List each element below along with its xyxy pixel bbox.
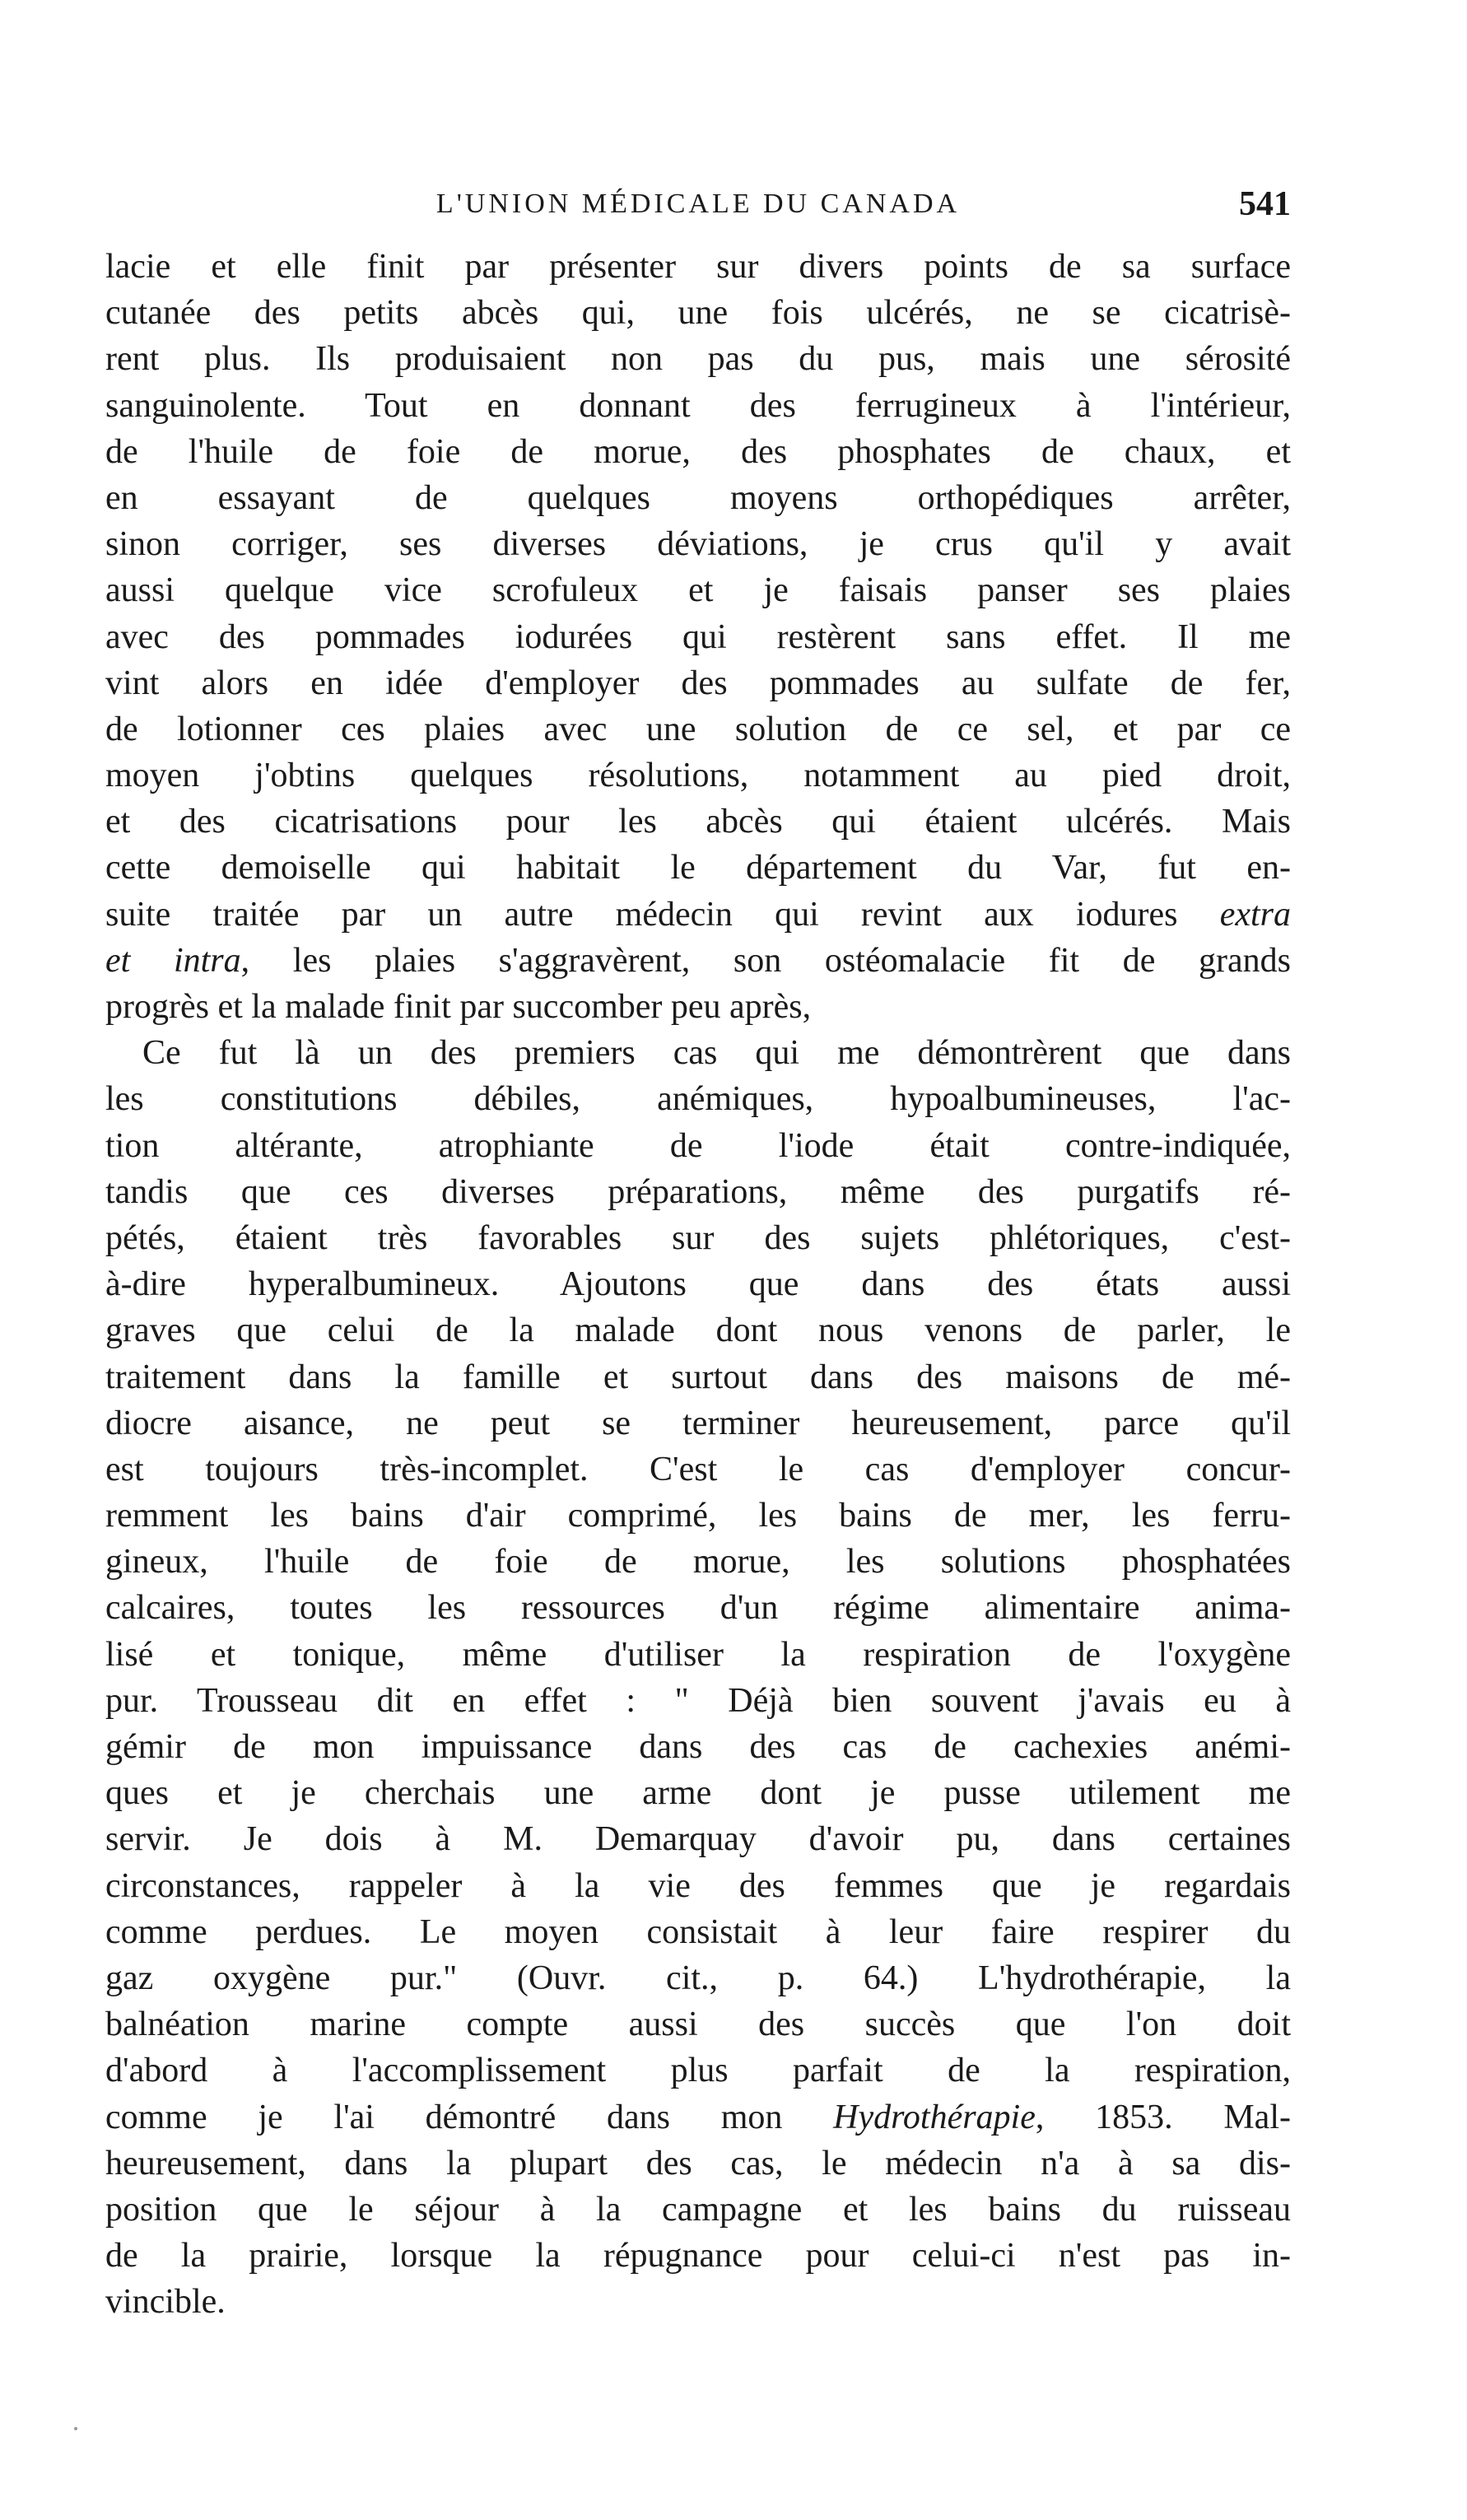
- text-line: aussi quelque vice scrofuleux et je faisais panser ses plaies: [105, 571, 1291, 610]
- journal-title: L'UNION MÉDICALE DU CANADA: [435, 189, 961, 219]
- text-line: cutanée des petits abcès qui, une fois ulcérés, ne se cicatrisè-: [105, 294, 1291, 333]
- text-line: comme perdues. Le moyen consistait à leur faire respirer du: [105, 1912, 1291, 1951]
- text-line: remment les bains d'air comprimé, les bains de mer, les ferru-: [105, 1497, 1291, 1535]
- text-line: avec des pommades iodurées qui restèrent sans effet. Il me: [105, 617, 1291, 656]
- text-line: graves que celui de la malade dont nous venons de parler, le: [105, 1311, 1291, 1350]
- text-line: progrès et la malade finit par succomber peu après,: [105, 988, 812, 1026]
- text-line: et des cicatrisations pour les abcès qui étaient ulcérés. Mais: [105, 803, 1291, 841]
- text-line: lacie et elle finit par présenter sur divers points de sa surface: [105, 248, 1291, 286]
- text-line: de la prairie, lorsque la répugnance pour celui-ci n'est pas in-: [105, 2237, 1291, 2275]
- body-text: [105, 244, 1291, 2325]
- text-line: [105, 2094, 1291, 2140]
- text-line: pur. Trousseau dit en effet : " Déjà bien souvent j'avais eu à: [105, 1681, 1291, 1720]
- italic-run: et intra: [105, 941, 241, 980]
- text-line: heureusement, dans la plupart des cas, le médecin n'a à sa dis-: [105, 2144, 1291, 2182]
- text-line: servir. Je dois à M. Demarquay d'avoir pu, dans certaines: [105, 1820, 1291, 1859]
- text-line: lisé et tonique, même d'utiliser la respiration de l'oxygène: [105, 1635, 1291, 1674]
- text-line: d'abord à l'accomplissement plus parfait de la respiration,: [105, 2052, 1291, 2090]
- text-line: tion altérante, atrophiante de l'iode était contre-indiquée,: [105, 1126, 1291, 1165]
- text-line: rent plus. Ils produisaient non pas du pus, mais une sérosité: [105, 340, 1291, 379]
- running-head: [105, 179, 1291, 229]
- text-run: , les plaies s'aggravèrent, son ostéomalacie fit de grands: [240, 941, 1291, 980]
- text-line: traitement dans la famille et surtout dans des maisons de mé-: [105, 1358, 1291, 1396]
- text-line: ques et je cherchais une arme dont je pusse utilement me: [105, 1774, 1291, 1813]
- text-line: [105, 892, 1291, 938]
- text-line: sanguinolente. Tout en donnant des ferrugineux à l'intérieur,: [105, 386, 1291, 425]
- text-line: calcaires, toutes les ressources d'un régime alimentaire anima-: [105, 1589, 1291, 1628]
- text-line: à-dire hyperalbumineux. Ajoutons que dans des états aussi: [105, 1265, 1291, 1304]
- text-line: diocre aisance, ne peut se terminer heureusement, parce qu'il: [105, 1404, 1291, 1442]
- text-line: gaz oxygène pur." (Ouvr. cit., p. 64.) L'hydrothérapie, la: [105, 1959, 1291, 1997]
- text-line: de lotionner ces plaies avec une solution de ce sel, et par ce: [105, 710, 1291, 748]
- text-line: balnéation marine compte aussi des succès que l'on doit: [105, 2005, 1291, 2044]
- text-line: moyen j'obtins quelques résolutions, notamment au pied droit,: [105, 757, 1291, 795]
- text-line: est toujours très-incomplet. C'est le cas d'employer concur-: [105, 1450, 1291, 1488]
- text-line: gémir de mon impuissance dans des cas de cachexies anémi-: [105, 1728, 1291, 1766]
- italic-run: extra: [1219, 895, 1291, 934]
- text-line: vint alors en idée d'employer des pommades au sulfate de fer,: [105, 664, 1291, 702]
- page-number: 541: [1239, 185, 1291, 223]
- text-run: comme je l'ai démontré dans mon: [105, 2098, 834, 2136]
- text-line: gineux, l'huile de foie de morue, les solutions phosphatées: [105, 1543, 1291, 1581]
- text-line: circonstances, rappeler à la vie des femmes que je regardais: [105, 1866, 1291, 1905]
- text-run: suite traitée par un autre médecin qui revint aux iodures: [105, 895, 1220, 934]
- text-line: tandis que ces diverses préparations, même des purgatifs ré-: [105, 1172, 1291, 1211]
- text-line: pétés, étaient très favorables sur des sujets phlétoriques, c'est-: [105, 1218, 1291, 1257]
- text-run: , 1853. Mal-: [1035, 2098, 1291, 2136]
- text-line: Ce fut là un des premiers cas qui me démontrèrent que dans: [142, 1034, 1291, 1073]
- italic-run: Hydrothérapie: [833, 2098, 1036, 2136]
- text-line: les constitutions débiles, anémiques, hypoalbumineuses, l'ac-: [105, 1080, 1291, 1119]
- text-line: cette demoiselle qui habitait le département du Var, fut en-: [105, 849, 1291, 887]
- text-line: [105, 938, 1291, 984]
- print-speck: [74, 2427, 77, 2430]
- text-line: de l'huile de foie de morue, des phosphates de chaux, et: [105, 432, 1291, 471]
- text-line: position que le séjour à la campagne et les bains du ruisseau: [105, 2190, 1291, 2229]
- text-line: sinon corriger, ses diverses déviations, je crus qu'il y avait: [105, 525, 1291, 564]
- text-line: en essayant de quelques moyens orthopédiques arrêter,: [105, 478, 1291, 517]
- text-line: vincible.: [105, 2283, 226, 2322]
